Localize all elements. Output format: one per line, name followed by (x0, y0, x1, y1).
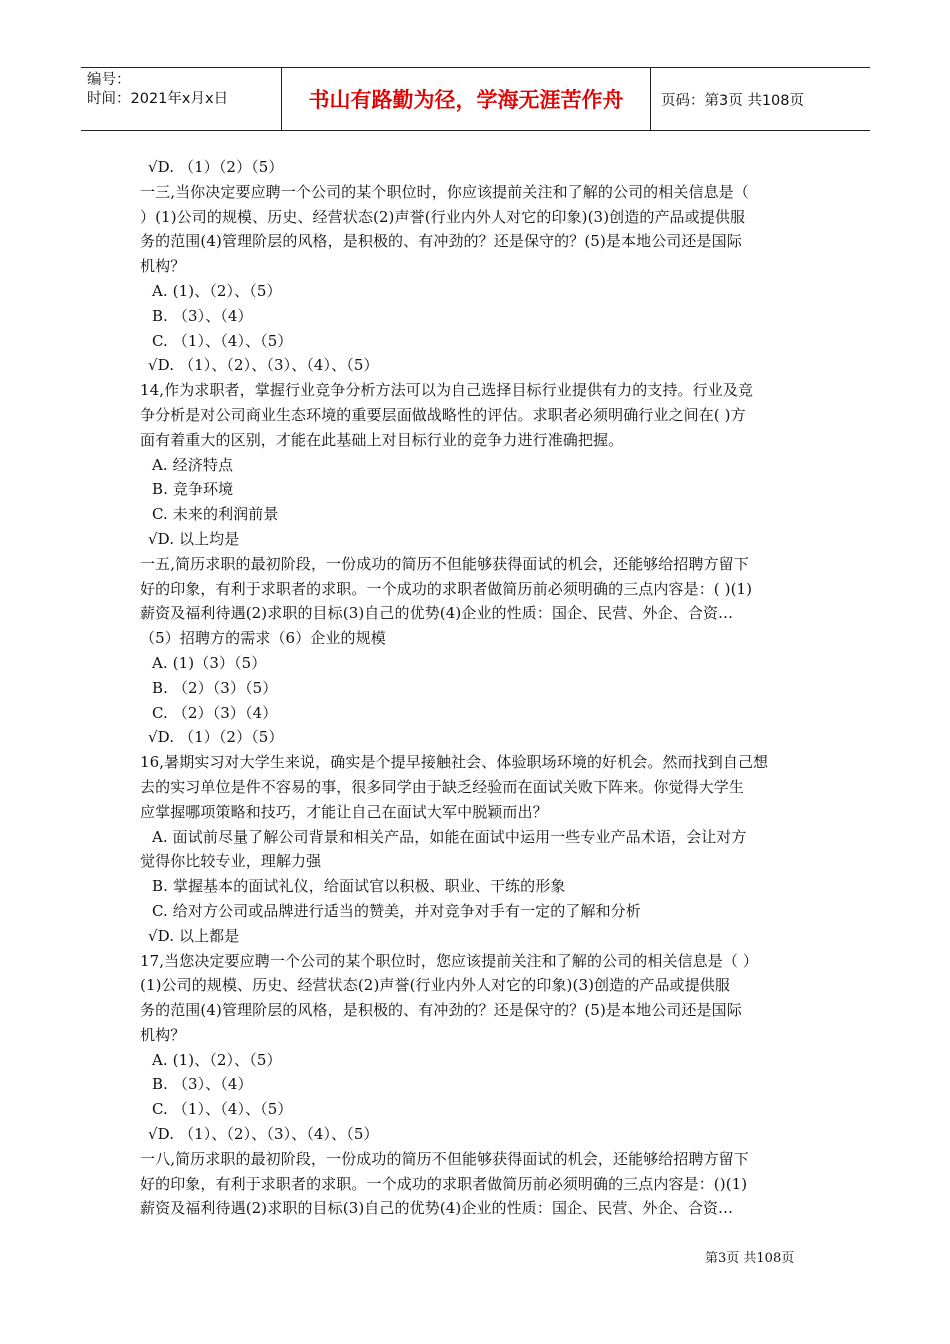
number-label: 编号： (87, 72, 131, 88)
question-text-line: 薪资及福利待遇(2)求职的目标(3)自己的优势(4)企业的性质：国企、民营、外企、合资… (140, 604, 734, 623)
option-line: B. （3）、（4） (152, 1075, 253, 1094)
page-footer: 第3页 共108页 (705, 1251, 795, 1266)
answer-line: √D. 以上都是 (148, 926, 240, 945)
option-line: C. 给对方公司或品牌进行适当的赞美，并对竞争对手有一定的了解和分析 (152, 901, 641, 920)
option-line: A. (1)（3）（5） (152, 653, 267, 672)
question-text-line: ）(1)公司的规模、历史、经营状态(2)声誉(行业内外人对它的印象)(3)创造的产品或提供服 (140, 207, 746, 226)
document-body (140, 155, 816, 1221)
question-text-line: （5）招聘方的需求（6）企业的规模 (140, 629, 386, 648)
question-text-line: 务的范围(4)管理阶层的风格，是积极的、有冲劲的？还是保守的？(5)是本地公司还是国际 (140, 1001, 742, 1020)
option-line: A. 面试前尽量了解公司背景和相关产品，如能在面试中运用一些专业产品术语，会让对方 (152, 827, 747, 846)
question-text-line: 14,作为求职者，掌握行业竞争分析方法可以为自己选择目标行业提供有力的支持。行业及竞 (140, 381, 754, 400)
header-meta (81, 68, 281, 130)
question-text-line: 去的实习单位是件不容易的事，很多同学由于缺乏经验而在面试关败下阵来。你觉得大学生 (140, 777, 745, 796)
option-line: A. (1)、（2）、（5） (152, 1050, 282, 1069)
header-page-number: 页码：第3页 共108页 (661, 92, 805, 109)
question-text-line: 一五,简历求职的最初阶段，一份成功的简历不但能够获得面试的机会，还能够给招聘方留下 (140, 554, 749, 573)
option-line: A. 经济特点 (152, 455, 234, 474)
question-text-line: 争分析是对公司商业生态环境的重要层面做战略性的评估。求职者必须明确行业之间在( )方 (140, 405, 746, 424)
question-text-line: 薪资及福利待遇(2)求职的目标(3)自己的优势(4)企业的性质：国企、民营、外企、合资… (140, 1199, 734, 1218)
answer-line: √D. （1）（2）（5） (148, 728, 284, 747)
question-text-line: 务的范围(4)管理阶层的风格，是积极的、有冲劲的？还是保守的？(5)是本地公司还是国际 (140, 232, 742, 251)
question-text-line: 觉得你比较专业，理解力强 (140, 852, 322, 871)
document-header (81, 67, 870, 131)
question-text-line: 16,暑期实习对大学生来说，确实是个提早接触社会、体验职场环境的好机会。然而找到自己想 (140, 753, 769, 772)
header-motto: 书山有路勤为径，学海无涯苦作舟 (281, 68, 651, 130)
option-line: C. 未来的利润前景 (152, 505, 279, 524)
question-text-line: 好的印象，有利于求职者的求职。一个成功的求职者做简历前必须明确的三点内容是：()(1) (140, 1174, 748, 1193)
option-line: B. 掌握基本的面试礼仪，给面试官以积极、职业、干练的形象 (152, 877, 566, 896)
option-line: C. （1）、（4）、（5） (152, 1100, 293, 1119)
question-text-line: (1)公司的规模、历史、经营状态(2)声誉(行业内外人对它的印象)(3)创造的产品或提供服 (140, 976, 730, 995)
answer-line: √D. （1）（2）（5） (148, 158, 284, 176)
answer-line: √D. （1）、（2）、（3）、（4）、（5） (148, 1125, 379, 1144)
question-text-line: 一八,简历求职的最初阶段，一份成功的简历不但能够获得面试的机会，还能够给招聘方留下 (140, 1149, 749, 1168)
question-text-line: 一三,当你决定要应聘一个公司的某个职位时，你应该提前关注和了解的公司的相关信息是（ (140, 182, 749, 201)
question-text-line: 机构？ (140, 257, 186, 276)
question-text-line: 17,当您决定要应聘一个公司的某个职位时，您应该提前关注和了解的公司的相关信息是（ ） (140, 951, 758, 970)
date-label: 时间：2021年x月x日 (87, 91, 229, 107)
option-line: C. （2）（3）（4） (152, 703, 278, 722)
question-text-line: 好的印象，有利于求职者的求职。一个成功的求职者做简历前必须明确的三点内容是：( )(1) (140, 579, 753, 598)
question-text-line: 面有着重大的区别，才能在此基础上对目标行业的竞争力进行准确把握。 (140, 430, 624, 449)
question-text-line: 应掌握哪项策略和技巧，才能让自己在面试大军中脱颖而出？ (140, 802, 548, 821)
answer-line: √D. （1）、（2）、（3）、（4）、（5） (148, 356, 379, 375)
option-line: B. （3）、（4） (152, 306, 253, 325)
option-line: B. （2）（3）（5） (152, 678, 278, 697)
option-line: C. （1）、（4）、（5） (152, 331, 293, 350)
option-line: B. 竞争环境 (152, 480, 234, 499)
answer-line: √D. 以上均是 (148, 529, 240, 548)
option-line: A. (1)、（2）、（5） (152, 281, 282, 300)
question-text-line: 机构？ (140, 1025, 186, 1044)
